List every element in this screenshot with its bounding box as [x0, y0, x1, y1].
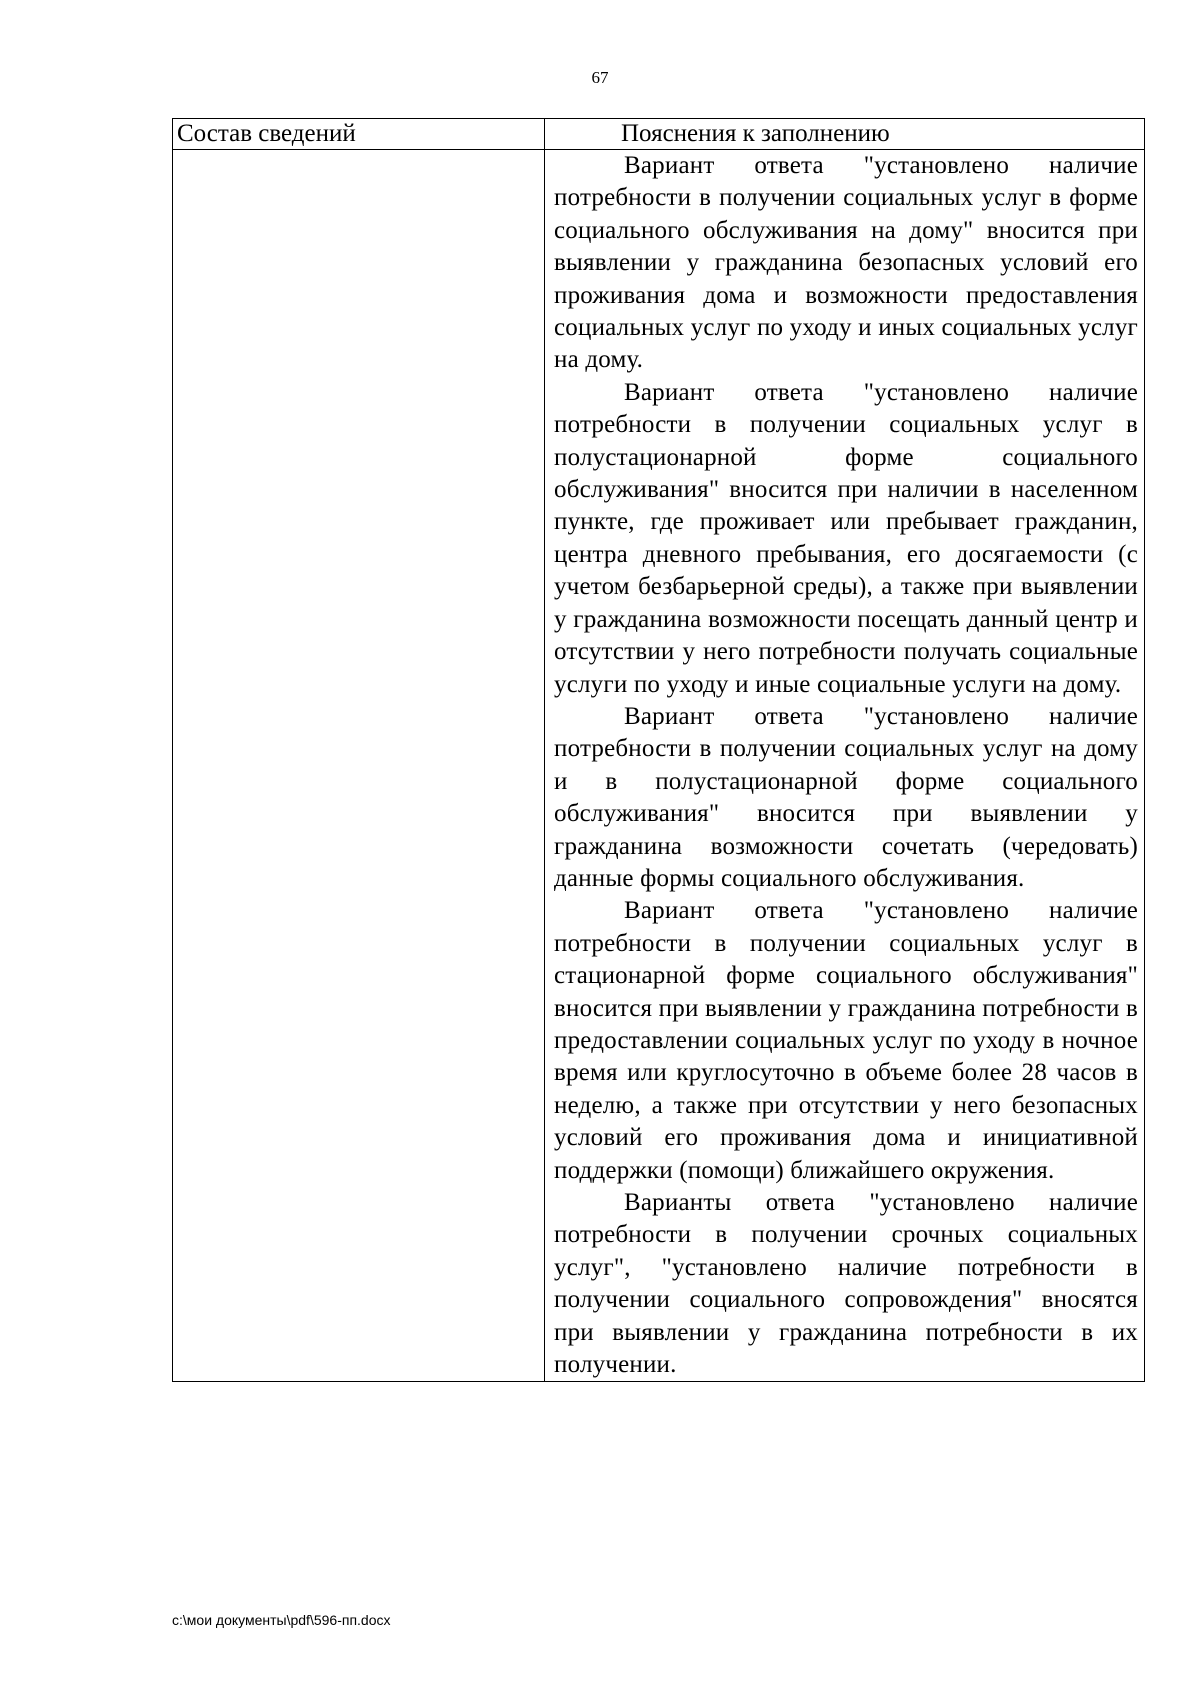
document-file-path: c:\мои документы\pdf\596-пп.docx	[172, 1612, 391, 1628]
composition-cell	[173, 150, 545, 1382]
table-row	[173, 150, 1145, 1382]
explanation-paragraph-semi-stationary: Вариант ответа "установлено наличие потребности в получении социальных услуг в полустационарной форме социального обслуживания" вносится при наличии в населенном пункте, где проживает или пребывает гражданин, центра дневного пребывания, его досягаемости (с учетом безбарьерной среды), а также при выявлении у гражданина возможности посещать данный центр и отсутствии у него потребности получать социальные услуги по уходу и иные социальные услуги на дому.	[554, 378, 1138, 698]
table-header-row	[173, 119, 1145, 150]
explanation-paragraph-stationary: Вариант ответа "установлено наличие потребности в получении социальных услуг в стационарной форме социального обслуживания" вносится при выявлении у гражданина потребности в предоставлении социальных услуг по уходу в ночное время или круглосуточно в объеме более 28 часов в неделю, а также при отсутствии у него безопасных условий его проживания дома и инициативной поддержки (помощи) ближайшего окружения.	[554, 897, 1138, 1184]
explanation-paragraph-urgent-support: Варианты ответа "установлено наличие потребности в получении срочных социальных услуг", "установлено наличие потребности в получении социального сопровождения" вносятся при выявлении у гражданина потребности в их получении.	[554, 1189, 1138, 1379]
explanation-paragraph-home-service: Вариант ответа "установлено наличие потребности в получении социальных услуг в форме социального обслуживания на дому" вносится при выявлении у гражданина безопасных условий его проживания дома и возможности предоставления социальных услуг по уходу и иных социальных услуг на дому.	[554, 152, 1139, 374]
header-explanations: Пояснения к заполнению	[545, 119, 1145, 150]
header-composition: Состав сведений	[173, 119, 545, 150]
explanations-cell	[545, 150, 1145, 1382]
info-table	[172, 118, 1145, 1382]
page-number: 67	[591, 68, 609, 87]
explanation-paragraph-combined: Вариант ответа "установлено наличие потребности в получении социальных услуг на дому и в полустационарной форме социального обслуживания" вносится при выявлении у гражданина возможности сочетать (чередовать) данные формы социального обслуживания.	[554, 702, 1138, 892]
